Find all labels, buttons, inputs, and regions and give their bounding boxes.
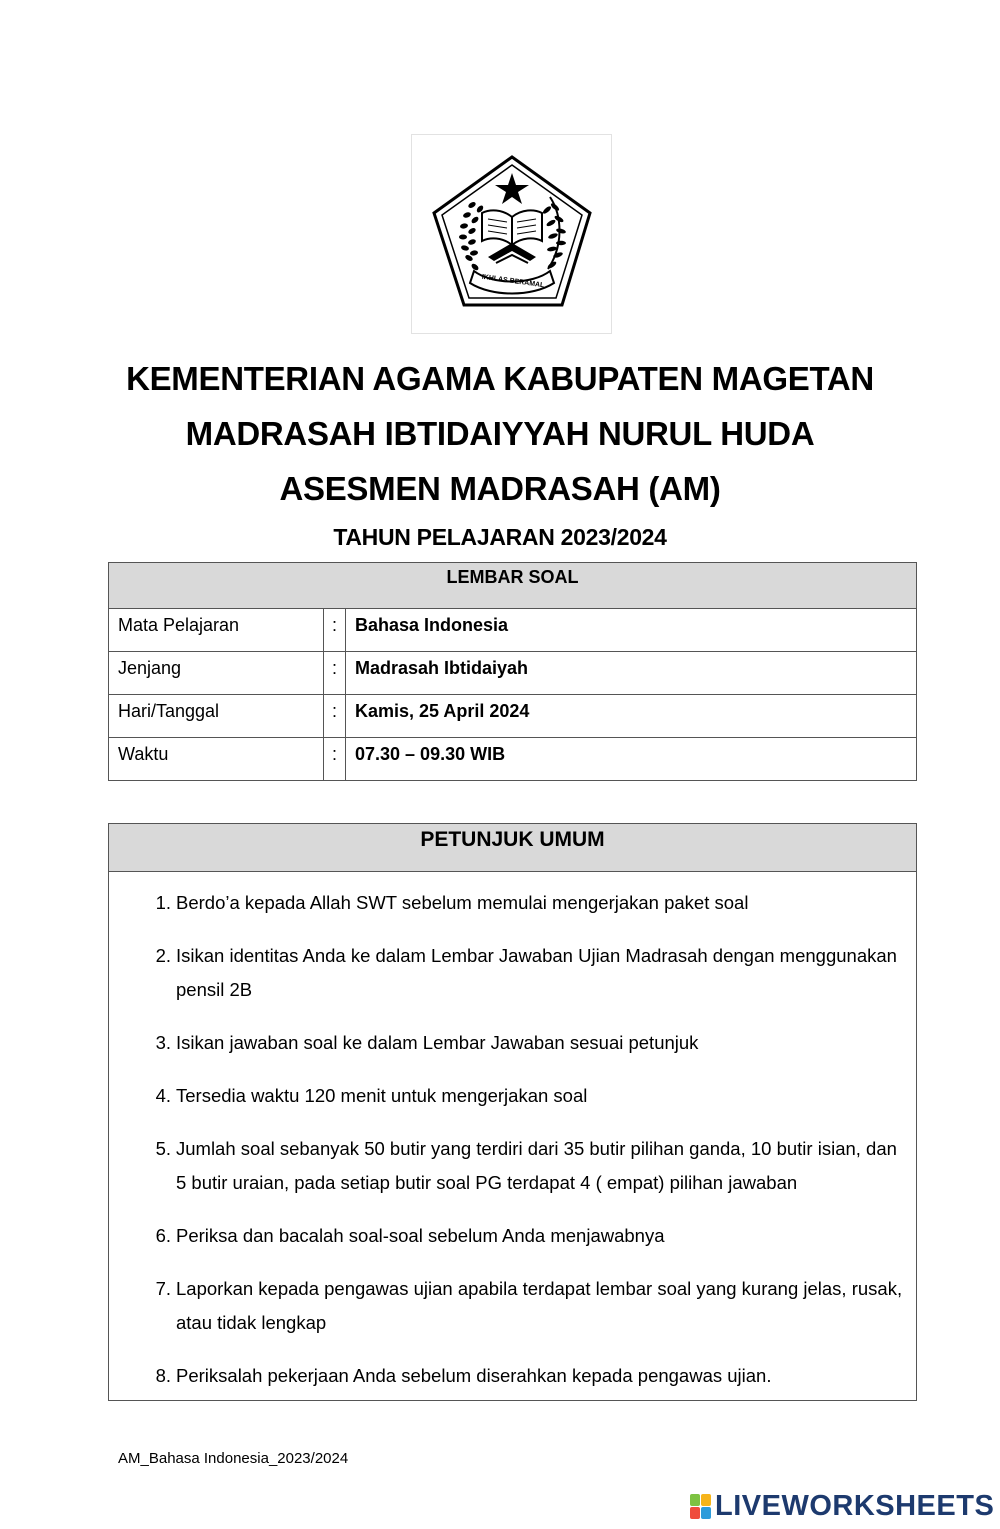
logo-tile: [701, 1494, 711, 1506]
list-item: [109, 1026, 916, 1060]
row-label: Hari/Tanggal: [109, 695, 324, 738]
logo-tile: [690, 1507, 700, 1519]
row-value: Madrasah Ibtidaiyah: [346, 652, 917, 695]
liveworksheets-watermark[interactable]: [690, 1488, 994, 1524]
item-number: 1.: [155, 892, 171, 913]
list-item: [109, 886, 916, 920]
item-text: Periksa dan bacalah soal-soal sebelum Anda menjawabnya: [176, 1225, 665, 1246]
row-separator: :: [324, 609, 346, 652]
row-separator: :: [324, 652, 346, 695]
list-item: [109, 1359, 916, 1393]
item-text: Isikan identitas Anda ke dalam Lembar Jawaban Ujian Madrasah dengan menggunakan pensil 2B: [176, 945, 897, 1000]
table-row: [109, 609, 917, 652]
table-row: [109, 652, 917, 695]
liveworksheets-logo-icon: [690, 1494, 711, 1519]
header-school: MADRASAH IBTIDAIYYAH NURUL HUDA: [185, 415, 815, 452]
instructions-title: PETUNJUK UMUM: [109, 824, 916, 872]
list-item: [109, 1272, 916, 1340]
item-text: Tersedia waktu 120 menit untuk mengerjakan soal: [176, 1085, 588, 1106]
row-value: Kamis, 25 April 2024: [346, 695, 917, 738]
item-text: Periksalah pekerjaan Anda sebelum diserahkan kepada pengawas ujian.: [176, 1365, 772, 1386]
table-row: [109, 695, 917, 738]
logo: [411, 134, 612, 334]
item-text: Laporkan kepada pengawas ujian apabila terdapat lembar soal yang kurang jelas, rusak, atau tidak lengkap: [176, 1278, 903, 1333]
item-number: 2.: [155, 945, 171, 966]
row-value: Bahasa Indonesia: [346, 609, 917, 652]
row-value: 07.30 – 09.30 WIB: [346, 738, 917, 781]
item-text: Berdo’a kepada Allah SWT sebelum memulai mengerjakan paket soal: [176, 892, 749, 913]
general-instructions: [108, 823, 917, 1401]
instructions-list: [109, 872, 916, 1393]
item-number: 7.: [155, 1278, 171, 1299]
watermark-text: LIVEWORKSHEETS: [715, 1489, 995, 1522]
item-number: 3.: [155, 1032, 171, 1053]
item-number: 6.: [155, 1225, 171, 1246]
list-item: [109, 939, 916, 1007]
item-number: 8.: [155, 1365, 171, 1386]
footer-document-code: AM_Bahasa Indonesia_2023/2024: [118, 1450, 349, 1467]
row-label: Mata Pelajaran: [109, 609, 324, 652]
info-table-title: LEMBAR SOAL: [109, 563, 917, 609]
item-text: Jumlah soal sebanyak 50 butir yang terdiri dari 35 butir pilihan ganda, 10 butir isian, dan 5 butir uraian, pada setiap butir soal PG terdapat 4 ( empat) pilihan jawaban: [176, 1138, 897, 1193]
item-number: 5.: [155, 1138, 171, 1159]
row-separator: :: [324, 695, 346, 738]
logo-tile: [701, 1507, 711, 1519]
row-separator: :: [324, 738, 346, 781]
logo-tile: [690, 1494, 700, 1506]
row-label: Waktu: [109, 738, 324, 781]
header-assessment: ASESMEN MADRASAH (AM): [279, 470, 721, 507]
list-item: [109, 1219, 916, 1253]
logo-motto: IKHLAS BERAMAL: [481, 273, 545, 290]
header-ministry: KEMENTERIAN AGAMA KABUPATEN MAGETAN: [126, 360, 874, 397]
item-text: Isikan jawaban soal ke dalam Lembar Jawaban sesuai petunjuk: [176, 1032, 699, 1053]
kementerian-agama-emblem-icon: [412, 135, 613, 335]
item-number: 4.: [155, 1085, 171, 1106]
info-table: [108, 562, 917, 781]
table-row: [109, 738, 917, 781]
row-label: Jenjang: [109, 652, 324, 695]
header-academic-year: TAHUN PELAJARAN 2023/2024: [333, 524, 667, 550]
list-item: [109, 1132, 916, 1200]
list-item: [109, 1079, 916, 1113]
